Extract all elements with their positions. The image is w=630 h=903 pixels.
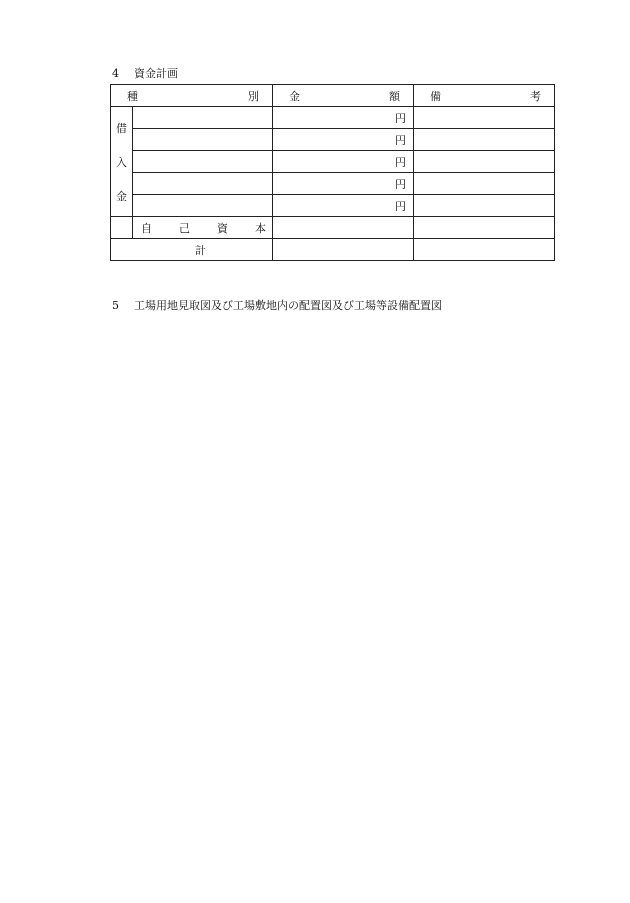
loan-label: 借 入 金 xyxy=(111,107,133,217)
own-capital-amount-cell[interactable] xyxy=(273,217,414,239)
section-4-title: 資金計画 xyxy=(134,67,178,80)
own-capital-row xyxy=(111,217,555,239)
loan-name-cell[interactable] xyxy=(133,129,273,151)
loan-remarks-cell[interactable] xyxy=(414,107,555,129)
loan-name-cell[interactable] xyxy=(133,173,273,195)
header-type: 種 別 xyxy=(111,85,273,107)
section-4-heading xyxy=(112,67,178,81)
table-row xyxy=(111,195,555,217)
header-amount: 金 額 xyxy=(273,85,414,107)
loan-remarks-cell[interactable] xyxy=(414,195,555,217)
loan-amount-cell[interactable]: 円 xyxy=(273,151,414,173)
section-5-number: 5 xyxy=(112,299,119,312)
loan-remarks-cell[interactable] xyxy=(414,173,555,195)
loan-amount-cell[interactable]: 円 xyxy=(273,195,414,217)
loan-remarks-cell[interactable] xyxy=(414,151,555,173)
table-row xyxy=(111,173,555,195)
own-capital-remarks-cell[interactable] xyxy=(414,217,555,239)
loan-name-cell[interactable] xyxy=(133,151,273,173)
total-row xyxy=(111,239,555,261)
total-amount-cell[interactable] xyxy=(273,239,414,261)
loan-remarks-cell[interactable] xyxy=(414,129,555,151)
table-header-row xyxy=(111,85,555,107)
table-row xyxy=(111,129,555,151)
loan-amount-cell[interactable]: 円 xyxy=(273,129,414,151)
own-capital-label: 自 己 資 本 xyxy=(133,217,273,239)
total-remarks-cell[interactable] xyxy=(414,239,555,261)
loan-name-cell[interactable] xyxy=(133,107,273,129)
loan-name-cell[interactable] xyxy=(133,195,273,217)
loan-amount-cell[interactable]: 円 xyxy=(273,173,414,195)
section-4-number: 4 xyxy=(112,67,119,80)
funding-plan-table xyxy=(110,84,555,261)
header-remarks: 備 考 xyxy=(414,85,555,107)
table-row xyxy=(111,151,555,173)
section-5-title: 工場用地見取図及び工場敷地内の配置図及び工場等設備配置図 xyxy=(134,299,442,312)
total-label: 計 xyxy=(111,239,273,261)
table-row xyxy=(111,107,555,129)
section-5-heading xyxy=(112,299,442,313)
loan-amount-cell[interactable]: 円 xyxy=(273,107,414,129)
